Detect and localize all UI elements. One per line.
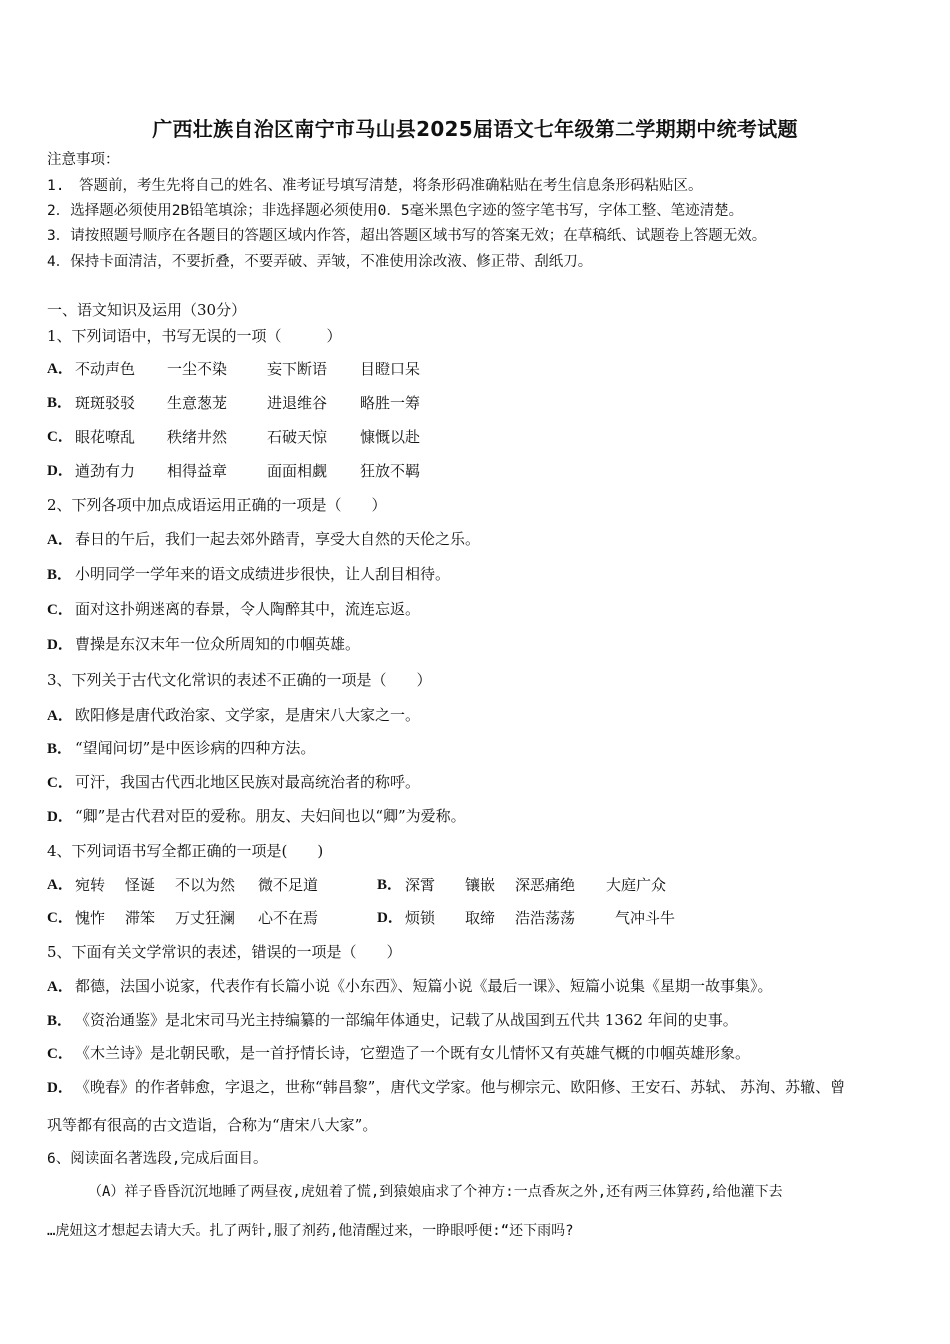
option-label: A． <box>47 877 73 893</box>
option-label: C． <box>47 1046 73 1062</box>
option-label: C． <box>47 429 73 445</box>
notice-heading: 注意事项： <box>47 152 120 168</box>
option-q3-3 <box>47 806 466 827</box>
option-term: 镶嵌 <box>465 876 496 894</box>
option-term: 取缔 <box>465 909 496 927</box>
option-text: “望闻问切”是中医诊病的四种方法。 <box>75 739 316 757</box>
option-label: B． <box>47 567 73 583</box>
option-q2-2 <box>47 599 420 620</box>
option-term: 妄下断语 <box>267 360 328 378</box>
option-text: 《资治通鉴》是北宋司马光主持编纂的一部编年体通史，记载了从战国到五代共 1362 年间的史事。 <box>75 1011 738 1029</box>
option-q5-3 <box>47 1077 845 1098</box>
passage-line: …虎妞这才想起去请大夭。扎了两针,服了剂药,他清醒过来，一睁眼呼便:“还下雨吗? <box>47 1223 574 1239</box>
option-text: 面对这扑朔迷离的春景，令人陶醉其中，流连忘返。 <box>75 600 421 618</box>
option-term: 进退维谷 <box>267 394 328 412</box>
option-term: 生意葱茏 <box>167 394 228 412</box>
option-term: 深霄 <box>405 876 436 894</box>
option-label: A． <box>47 361 73 377</box>
option-label: B． <box>47 1013 73 1029</box>
option-term: 气冲斗牛 <box>615 909 676 927</box>
option-text: 春日的午后，我们一起去郊外踏青，享受大自然的天伦之乐。 <box>75 530 481 548</box>
page-title: 广西壮族自治区南宁市马山县2025届语文七年级第二学期期中统考试题 <box>152 117 798 141</box>
notice-item: 3．请按照题号顺序在各题目的答题区域内作答，超出答题区域书写的答案无效；在草稿纸、试题卷上答题无效。 <box>47 228 767 244</box>
passage-line: （A）祥子昏昏沉沉地睡了两昼夜,虎妞着了慌,到猿娘庙求了个神方:一点香灰之外,还有两三体算药,给他灌下去 <box>88 1184 783 1200</box>
option-label: A． <box>47 532 73 548</box>
option-q5-1 <box>47 1010 738 1031</box>
option-label: D． <box>47 1080 73 1096</box>
question-3-stem: 3、下列关于古代文化常识的表述不正确的一项是（ ） <box>47 671 432 689</box>
option-label: A． <box>47 708 73 724</box>
option-q5-0 <box>47 976 773 997</box>
option-label: D． <box>377 910 403 926</box>
option-text: 小明同学一学年来的语文成绩进步很快，让人刮目相待。 <box>75 565 451 583</box>
option-term: 滞笨 <box>125 909 156 927</box>
option-text: 曹操是东汉末年一位众所周知的巾帼英雄。 <box>75 635 361 653</box>
option-label: B． <box>377 877 403 893</box>
option-term: 宛转 <box>75 876 106 894</box>
option-q3-1 <box>47 738 315 759</box>
option-term: 慷慨以赴 <box>360 428 421 446</box>
option-q2-0 <box>47 529 480 550</box>
option-term: 愧怍 <box>75 909 106 927</box>
option-term: 相得益章 <box>167 462 228 480</box>
option-term: 微不足道 <box>258 876 319 894</box>
option-label: D． <box>47 463 73 479</box>
option-text: 都德，法国小说家，代表作有长篇小说《小东西》、短篇小说《最后一课》、短篇小说集《星期一故事集》。 <box>75 977 773 995</box>
question-2-stem: 2、下列各项中加点成语运用正确的一项是（ ） <box>47 496 387 514</box>
option-label: D． <box>47 637 73 653</box>
option-term: 眼花嘹乱 <box>75 428 136 446</box>
option-label: D． <box>47 809 73 825</box>
option-term: 不以为然 <box>175 876 236 894</box>
question-5-continuation: 巩等都有很高的古文造诣，合称为“唐宋八大家”。 <box>47 1116 378 1134</box>
option-label: B． <box>47 741 73 757</box>
option-term: 浩浩荡荡 <box>515 909 576 927</box>
option-text: 《木兰诗》是北朝民歌，是一首抒情长诗，它塑造了一个既有女儿情怀又有英雄气概的巾帼英雄形象。 <box>75 1044 751 1062</box>
option-q2-1 <box>47 564 450 585</box>
question-6-stem: 6、阅读面名著选段,完成后面目。 <box>47 1151 268 1167</box>
option-text: 可汗，我国古代西北地区民族对最高统治者的称呼。 <box>75 773 421 791</box>
option-label: C． <box>47 910 73 926</box>
option-term: 不动声色 <box>75 360 136 378</box>
option-label: C． <box>47 602 73 618</box>
option-q5-2 <box>47 1043 750 1064</box>
option-term: 遒劲有力 <box>75 462 136 480</box>
option-label: C． <box>47 775 73 791</box>
option-term: 心不在焉 <box>258 909 319 927</box>
option-term: 一尘不染 <box>167 360 228 378</box>
option-term: 斑斑驳驳 <box>75 394 136 412</box>
option-term: 狂放不羁 <box>360 462 421 480</box>
option-q3-2 <box>47 772 420 793</box>
option-term: 大庭广众 <box>606 876 667 894</box>
option-label: B． <box>47 395 73 411</box>
option-term: 秩绪井然 <box>167 428 228 446</box>
question-1-stem: 1、下列词语中，书写无误的一项（ ） <box>47 327 342 345</box>
option-text: “卿”是古代君对臣的爱称。朋友、夫妇间也以“卿”为爱称。 <box>75 807 466 825</box>
question-5-stem: 5、下面有关文学常识的表述，错误的一项是（ ） <box>47 943 402 961</box>
notice-item: 4．保持卡面清洁，不要折叠，不要弄破、弄皱，不准使用涂改液、修正带、刮纸刀。 <box>47 254 593 270</box>
option-label: A． <box>47 979 73 995</box>
notice-item: 2．选择题必须使用2B铅笔填涂；非选择题必须使用0．5毫米黑色字迹的签字笔书写，字体工整、笔迹清楚。 <box>47 203 744 219</box>
option-term: 深恶痛绝 <box>515 876 576 894</box>
notice-item: 1. 答题前，考生先将自己的姓名、准考证号填写清楚，将条形码准确粘贴在考生信息条形码粘贴区。 <box>47 178 703 194</box>
option-term: 怪诞 <box>125 876 156 894</box>
option-text: 《晚春》的作者韩愈，字退之，世称“韩昌黎”，唐代文学家。他与柳宗元、欧阳修、王安石、苏轼、 苏洵、苏辙、曾 <box>75 1078 846 1096</box>
option-q2-3 <box>47 634 360 655</box>
question-4-stem: 4、下列词语书写全都正确的一项是( ) <box>47 842 324 860</box>
section-heading: 一、语文知识及运用（30分） <box>47 301 247 319</box>
option-term: 目瞪口呆 <box>360 360 421 378</box>
option-term: 略胜一筹 <box>360 394 421 412</box>
option-text: 欧阳修是唐代政治家、文学家，是唐宋八大家之一。 <box>75 706 421 724</box>
option-q3-0 <box>47 705 420 726</box>
option-term: 烦锁 <box>405 909 436 927</box>
option-term: 面面相觑 <box>267 462 328 480</box>
option-term: 石破天惊 <box>267 428 328 446</box>
option-term: 万丈狂澜 <box>175 909 236 927</box>
